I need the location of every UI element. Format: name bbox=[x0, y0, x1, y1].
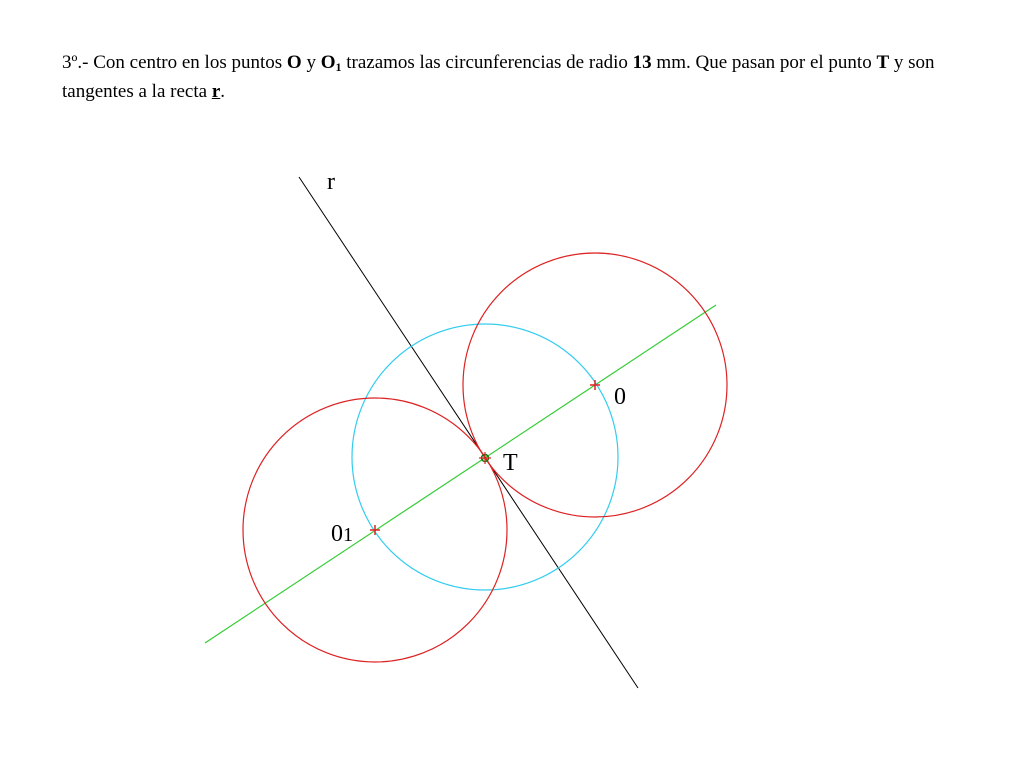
point-o1-label-sub: 1 bbox=[343, 524, 353, 546]
point-o1-label-main: 0 bbox=[331, 521, 343, 547]
problem-number: 3º.- bbox=[62, 52, 89, 73]
center-o1-ref-sub: 1 bbox=[335, 60, 342, 74]
point-t-ref: T bbox=[876, 52, 890, 73]
statement-text-6: . bbox=[220, 81, 225, 102]
point-t-mark bbox=[479, 452, 491, 464]
statement-text-3: trazamos las circunferencias de radio bbox=[341, 52, 633, 73]
center-o-ref: O bbox=[286, 52, 302, 73]
radius-value: 13 bbox=[632, 52, 652, 73]
statement-text-2: y bbox=[301, 52, 321, 73]
point-o-label: 0 bbox=[614, 384, 626, 410]
statement-text-5: y son tangentes a la recta bbox=[62, 52, 935, 102]
center-o1-ref-main: O bbox=[320, 52, 336, 73]
statement-text-1: Con centro en los puntos bbox=[88, 52, 287, 73]
line-r-label: r bbox=[327, 169, 335, 195]
point-o1-label bbox=[331, 521, 353, 547]
center-line bbox=[205, 305, 716, 643]
point-t-label: T bbox=[503, 450, 518, 476]
statement-text-4: mm. Que pasan por el punto bbox=[651, 52, 877, 73]
line-r-ref-underlined: r bbox=[211, 81, 221, 102]
